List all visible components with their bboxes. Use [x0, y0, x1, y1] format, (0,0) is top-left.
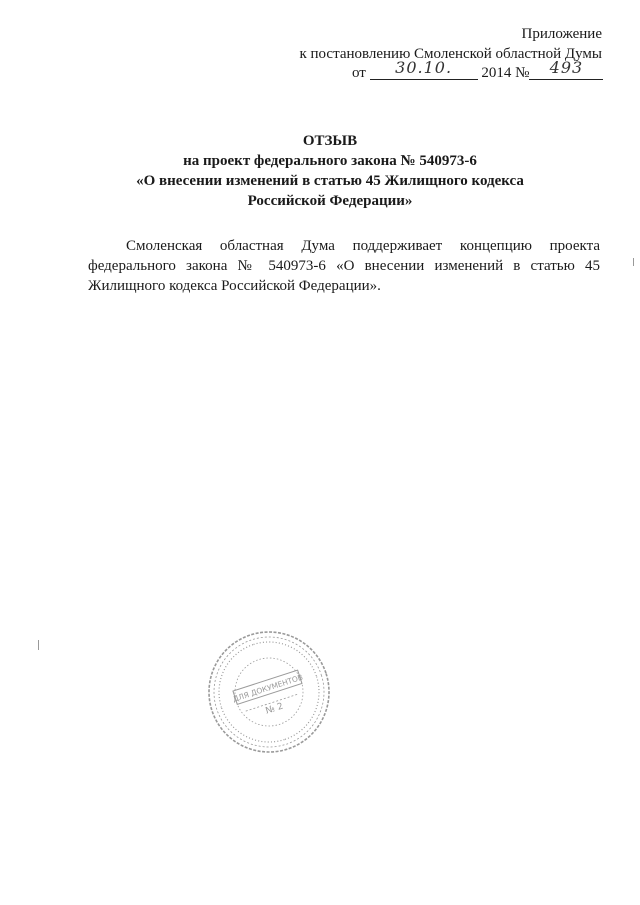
body-paragraph: Смоленская областная Дума поддерживает концепцию проекта федерального закона № 540973-6 «О внесении изменений в статью 45 Жилищного кодекса Российской Федерации». — [88, 238, 600, 294]
official-seal-stamp — [205, 628, 333, 756]
year-number-label: 2014 № — [481, 65, 530, 81]
date-prefix: от — [352, 65, 366, 81]
resolution-reference: к постановлению Смоленской областной Думы — [299, 46, 602, 62]
title-line-2: на проект федерального закона № 540973-6 — [183, 153, 477, 169]
title-line-4: Российской Федерации» — [247, 193, 413, 209]
date-number-line — [352, 58, 603, 83]
title-line-1: ОТЗЫВ — [302, 133, 358, 149]
title-line-3: «О внесении изменений в статью 45 Жилищного кодекса — [136, 173, 524, 189]
handwritten-date: 30.10. — [395, 58, 453, 77]
number-blank — [529, 58, 603, 80]
document-title — [80, 131, 580, 211]
scan-edge-mark — [633, 258, 634, 266]
stamp-center-text: ДЛЯ ДОКУМЕНТОВ — [231, 672, 304, 704]
appendix-label: Приложение — [521, 26, 602, 42]
stamp-number-text: № 2 — [264, 701, 285, 717]
handwritten-number: 493 — [549, 58, 584, 77]
scan-edge-mark — [38, 640, 39, 650]
date-blank — [370, 58, 478, 80]
